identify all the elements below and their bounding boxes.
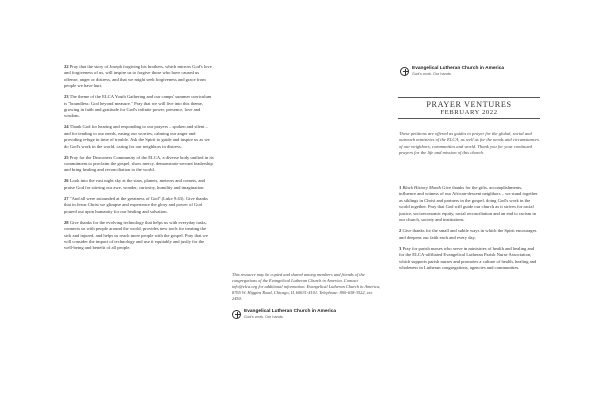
prayer-text: Give thanks for the evolving technology that helps us with everyday tasks, connects us with people around the world, provides new tools for treating the sick and injured, and helps us reach more people with the gospel. Pray that we will consider the impact of technology and use it equitably and justly for the well-being and benefit of all people. <box>64 219 208 251</box>
logo-name: Evangelical Lutheran Church in America <box>412 66 505 71</box>
header-logo <box>400 66 504 76</box>
intro-text: These petitions are offered as guides to prayer for the global, social and outreach ministries of the ELCA, as well as for the needs and circumstances of our neighbors, communities and world. Thank you for your continued prayers for the life and mission of this church. <box>399 131 539 156</box>
prayer-text: Give thanks for the gifts, accomplishments, influence and witness of our African-descent neighbors – we stand together as siblings in Christ and partners in the gospel, doing God's work in the world together. Pray that God will guide our church as it strives for racial justice, socioeconomic equity, racial reconciliation and an end to racism in our church, society and institutions. <box>399 185 538 223</box>
prayer-text: "And all were astounded at the greatness of God" (Luke 9:43). Give thanks that in Jesus Christ we glimpse and experience the glory and power of God poured out upon humanity for our healing and salvation. <box>64 195 208 214</box>
prayer-text: Pray that the story of Joseph forgiving his brothers, which mirrors God's love and forgiveness of us, will inspire us to forgive those who have caused us offense, anger or distress, and that we might seek forgiveness and grace from people we have hurt. <box>64 64 212 89</box>
prayer-number: 28 <box>64 219 69 225</box>
prayer-number: 2 <box>399 228 402 234</box>
title-divider-bottom <box>398 118 540 119</box>
footer-logo <box>232 309 382 319</box>
page-subtitle: FEBRUARY 2022 <box>440 109 498 116</box>
prayer-item-22 <box>64 64 214 90</box>
prayer-text: Thank God for hearing and responding to our prayers – spoken and silent – and for tending to our needs, easing our worries, calming our anger and providing refuge in time of trouble. Ask the Spirit to guide and inspire us as we do God's work in the world, caring for our neighbors in distress. <box>64 124 210 149</box>
prayer-number: 22 <box>64 64 69 69</box>
title-divider-top <box>398 97 540 98</box>
copyright-note: This resource may be copied and shared among members and friends of the congregations of the Evangelical Lutheran Church in America. Contact info@elca.org for additional information. Evangelical Lutheran Church in America, 8765 W. Higgins Road, Chicago, IL 60631-4101. Telephone: 800-638-3522, ext. 2450. <box>232 272 381 301</box>
prayer-text: The theme of the ELCA Youth Gathering and our camps' summer curriculum is "boundless: God beyond measure." Pray that we will live into this theme, growing in faith and gratitude for God's infinite power, presence, love and wisdom. <box>64 94 212 119</box>
logo-tagline: God's work. Our hands. <box>244 314 284 319</box>
prayer-number: 23 <box>64 94 69 100</box>
logo-name: Evangelical Lutheran Church in America <box>244 309 337 314</box>
prayer-text: Give thanks for the small and subtle ways in which the Spirit encourages and deepens our faith each and every day. <box>399 228 537 240</box>
elca-cross-icon <box>232 310 241 319</box>
prayer-number: 27 <box>64 195 69 201</box>
prayer-text: Look into the vast night sky at the stars, planets, meteors and comets, and praise God for stirring our awe, wonder, curiosity, humility and imagination. <box>64 178 205 190</box>
prayer-item-3 <box>399 246 540 272</box>
prayer-number: 26 <box>64 178 69 184</box>
logo-text <box>244 309 336 319</box>
elca-cross-icon <box>400 67 409 76</box>
prayer-lead: Black History Month <box>402 185 441 190</box>
prayer-item-2 <box>399 228 540 241</box>
logo-tagline: God's work. Our hands. <box>412 71 452 76</box>
prayer-item-27 <box>64 196 214 215</box>
prayer-number: 25 <box>64 154 69 160</box>
prayer-number: 3 <box>399 245 402 251</box>
prayer-number: 24 <box>64 124 69 130</box>
prayer-text: Pray for parish nurses who serve in ministries of health and healing and for the ELCA-affiliated Evangelical Lutheran Parish Nurse Association, which supports parish nurses and promotes a culture of health, healing and wholeness in Lutheran congregations, agencies and communities. <box>399 245 537 271</box>
logo-text <box>412 66 504 76</box>
prayer-item-26 <box>64 178 214 191</box>
prayer-item-24 <box>64 124 214 150</box>
prayer-item-25 <box>64 155 214 174</box>
title-block <box>398 97 540 119</box>
prayer-item-23 <box>64 94 214 120</box>
prayer-item-1 <box>399 185 540 223</box>
prayer-text: Pray for the Deaconess Community of the ELCA, a diverse body unified in its commitment to proclaim the gospel, show mercy, demonstrate servant leadership and bring healing and reconciliation to the world. <box>64 154 214 173</box>
left-column <box>64 64 214 256</box>
prayer-item-28 <box>64 220 214 252</box>
page-title: PRAYER VENTURES <box>426 100 512 109</box>
prayer-number: 1 <box>399 185 402 190</box>
right-column <box>399 185 540 276</box>
